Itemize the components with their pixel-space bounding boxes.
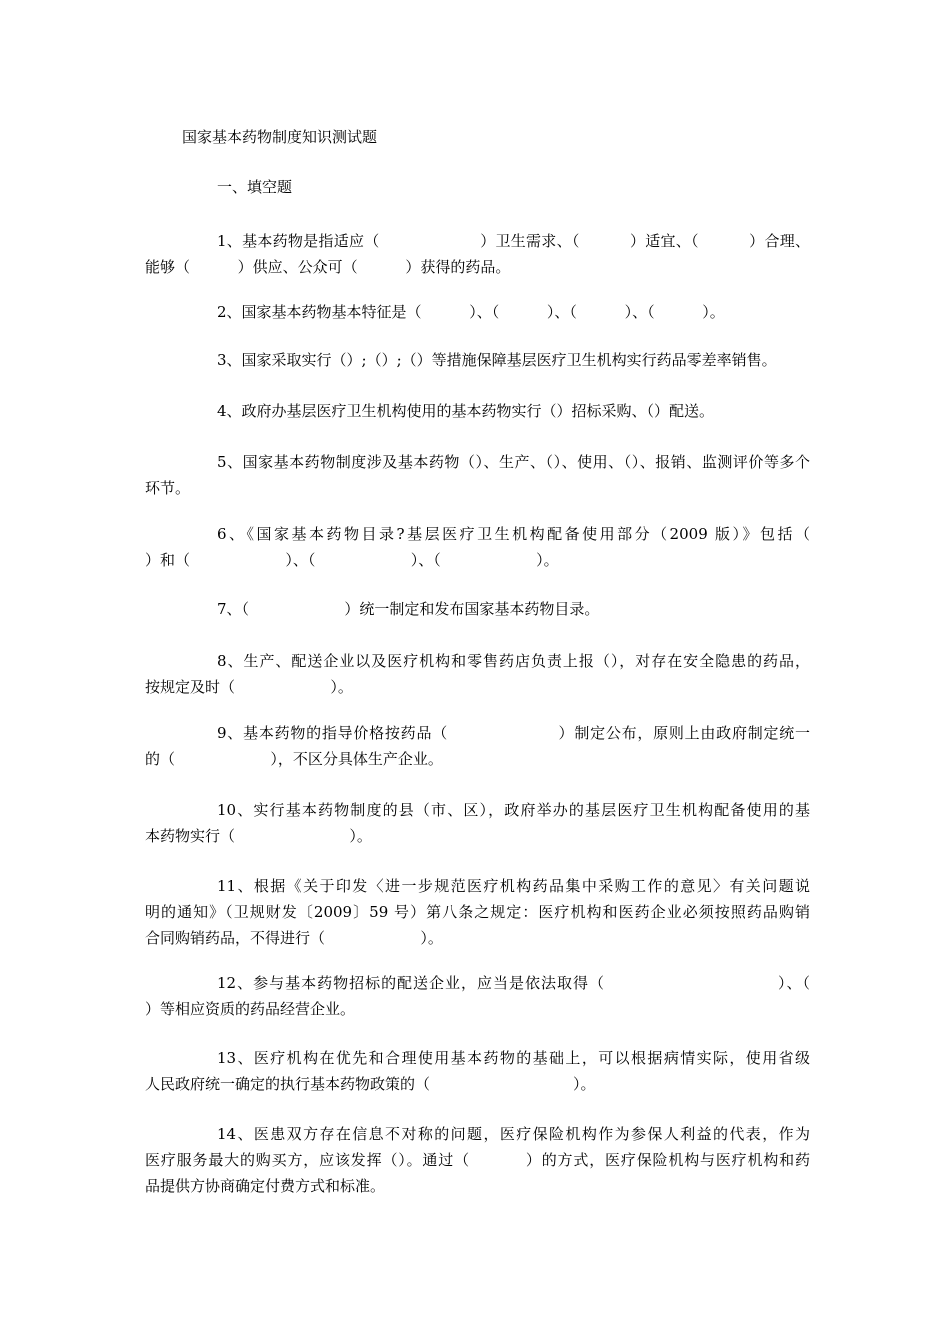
question-line: 医疗服务最大的购买方，应该发挥（）。通过（ ）的方式，医疗保险机构与医疗机构和药	[145, 1151, 810, 1169]
question-item	[145, 797, 810, 849]
question-line: ）和（ ）、（ ）、（ ）。	[145, 551, 559, 569]
question-line: 本药物实行（ ）。	[145, 827, 372, 845]
question-line: 10、实行基本药物制度的县（市、区），政府举办的基层医疗卫生机构配备使用的基	[217, 801, 810, 819]
document-title: 国家基本药物制度知识测试题	[182, 128, 378, 146]
question-line: 1、基本药物是指适应（ ）卫生需求、（ ）适宜、（ ）合理、	[217, 232, 810, 250]
question-line: 品提供方协商确定付费方式和标准。	[145, 1177, 386, 1195]
question-line: 9、基本药物的指导价格按药品（ ）制定公布，原则上由政府制定统一	[217, 724, 810, 742]
question-line: 2、国家基本药物基本特征是（ ）、（ ）、（ ）、（ ）。	[217, 303, 725, 321]
question-line: 14、医患双方存在信息不对称的问题，医疗保险机构作为参保人利益的代表，作为	[217, 1125, 810, 1143]
question-line: 6、《国家基本药物目录?基层医疗卫生机构配备使用部分（2009 版）》包括（	[217, 525, 810, 543]
question-line: 合同购销药品，不得进行（ ）。	[145, 929, 443, 947]
question-line: 的（ ），不区分具体生产企业。	[145, 750, 443, 768]
question-line: 5、国家基本药物制度涉及基本药物（）、生产、（）、使用、（）、报销、监测评价等多个	[217, 453, 810, 471]
question-item	[145, 720, 810, 772]
question-line: ）等相应资质的药品经营企业。	[145, 1000, 356, 1018]
question-item	[145, 449, 810, 501]
question-item	[145, 347, 810, 373]
question-line: 7、（ ）统一制定和发布国家基本药物目录。	[217, 600, 600, 618]
question-line: 13、医疗机构在优先和合理使用基本药物的基础上，可以根据病情实际，使用省级	[217, 1049, 810, 1067]
question-line: 人民政府统一确定的执行基本药物政策的（ ）。	[145, 1075, 596, 1093]
question-line: 11、根据《关于印发〈进一步规范医疗机构药品集中采购工作的意见〉有关问题说	[217, 877, 810, 895]
question-item	[145, 299, 810, 325]
question-item	[145, 228, 810, 280]
question-line: 按规定及时（ ）。	[145, 678, 353, 696]
question-item	[145, 398, 810, 424]
question-line: 能够（ ）供应、公众可（ ）获得的药品。	[145, 258, 511, 276]
section-heading: 一、填空题	[217, 178, 293, 196]
question-line: 12、参与基本药物招标的配送企业，应当是依法取得（ ）、（	[217, 974, 810, 992]
question-line: 8、生产、配送企业以及医疗机构和零售药店负责上报（），对存在安全隐患的药品，	[217, 652, 810, 670]
question-item	[145, 970, 810, 1022]
question-item	[145, 648, 810, 700]
question-line: 环节。	[145, 479, 191, 497]
question-item	[145, 873, 810, 951]
question-item	[145, 596, 810, 622]
question-line: 明的通知》（卫规财发〔2009〕59 号）第八条之规定：医疗机构和医药企业必须按照药品购销	[145, 903, 810, 921]
question-item	[145, 1045, 810, 1097]
question-item	[145, 1121, 810, 1199]
question-line: 3、国家采取实行（）;（）;（）等措施保障基层医疗卫生机构实行药品零差率销售。	[217, 351, 777, 369]
question-item	[145, 521, 810, 573]
question-line: 4、政府办基层医疗卫生机构使用的基本药物实行（）招标采购、（）配送。	[217, 402, 715, 420]
